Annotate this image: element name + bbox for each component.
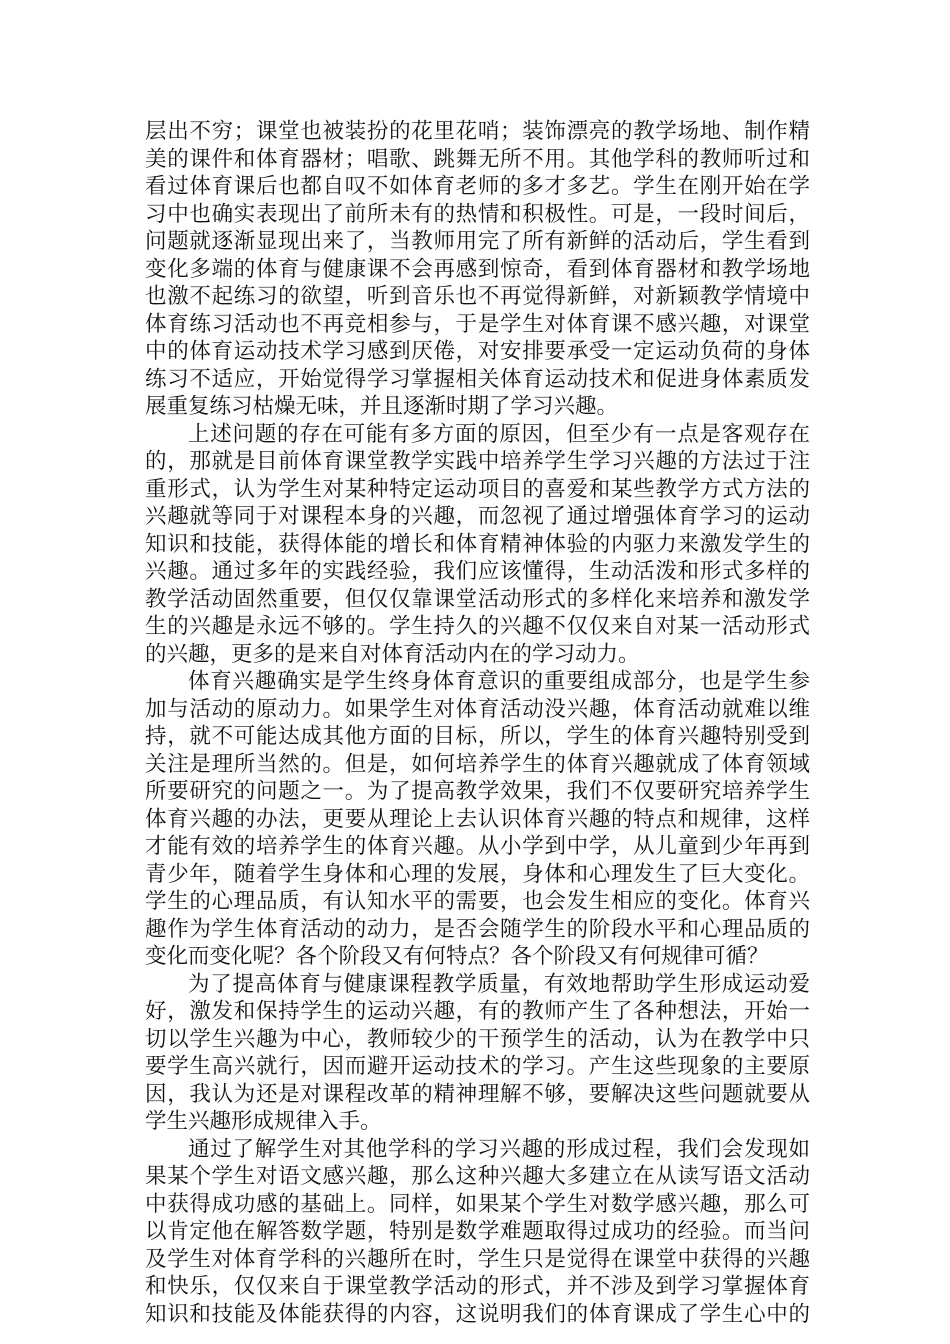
text-line: 加与活动的原动力。如果学生对体育活动没兴趣，体育活动就难以维 bbox=[145, 696, 810, 722]
text-line: 问题就逐渐显现出来了，当教师用完了所有新鲜的活动后，学生看到 bbox=[145, 229, 810, 254]
text-line: 生的兴趣是永远不够的。学生持久的兴趣不仅仅来自对某一活动形式 bbox=[145, 614, 810, 639]
text-line: 展重复练习枯燥无味，并且逐渐时期了学习兴趣。 bbox=[145, 394, 619, 419]
text-line: 的兴趣，更多的是来自对体育活动内在的学习动力。 bbox=[145, 641, 640, 667]
text-line: 中的体育运动技术学习感到厌倦，对安排要承受一定运动负荷的身体 bbox=[145, 339, 810, 364]
text-line: 学生兴趣形成规律入手。 bbox=[145, 1109, 382, 1134]
paragraph-first-line: 体育兴趣确实是学生终身体育意识的重要组成部分，也是学生参 bbox=[188, 669, 810, 694]
text-line: 青少年，随着学生身体和心理的发展，身体和心理发生了巨大变化。 bbox=[145, 861, 810, 887]
text-line: 练习不适应，开始觉得学习掌握相关体育运动技术和促进身体素质发 bbox=[145, 366, 810, 392]
text-line: 关注是理所当然的。但是，如何培养学生的体育兴趣就成了体育领域 bbox=[145, 751, 810, 777]
document-page bbox=[145, 118, 810, 1328]
text-line: 持，就不可能达成其他方面的目标，所以，学生的体育兴趣特别受到 bbox=[145, 724, 810, 749]
text-line: 好，激发和保持学生的运动兴趣，有的教师产生了各种想法，开始一 bbox=[145, 999, 810, 1024]
text-line: 及学生对体育学科的兴趣所在时，学生只是觉得在课堂中获得的兴趣 bbox=[145, 1246, 810, 1272]
text-line: 兴趣。通过多年的实践经验，我们应该懂得，生动活泼和形式多样的 bbox=[145, 559, 810, 584]
text-line: 才能有效的培养学生的体育兴趣。从小学到中学，从儿童到少年再到 bbox=[145, 834, 810, 859]
text-line: 体育兴趣的办法，更要从理论上去认识体育兴趣的特点和规律，这样 bbox=[145, 806, 810, 832]
text-line: 知识和技能，获得体能的增长和体育精神体验的内驱力来激发学生的 bbox=[145, 531, 810, 557]
text-line: 习中也确实表现出了前所未有的热情和积极性。可是，一段时间后， bbox=[145, 201, 810, 227]
text-line: 教学活动固然重要，但仅仅靠课堂活动形式的多样化来培养和激发学 bbox=[145, 586, 810, 612]
text-line: 的，那就是目前体育课堂教学实践中培养学生学习兴趣的方法过于注 bbox=[145, 449, 810, 474]
text-line: 变化多端的体育与健康课不会再感到惊奇，看到体育器材和教学场地 bbox=[145, 256, 810, 282]
text-line: 变化而变化呢？各个阶段又有何特点？各个阶段又有何规律可循？ bbox=[145, 944, 769, 969]
text-line: 趣作为学生体育活动的动力，是否会随学生的阶段水平和心理品质的 bbox=[145, 916, 810, 942]
text-line: 中获得成功感的基础上。同样，如果某个学生对数学感兴趣，那么可 bbox=[145, 1191, 810, 1217]
text-line: 层出不穷；课堂也被装扮的花里花哨；装饰漂亮的教学场地、制作精 bbox=[145, 119, 810, 144]
text-line: 体育练习活动也不再竞相参与，于是学生对体育课不感兴趣，对课堂 bbox=[145, 311, 810, 337]
text-line: 学生的心理品质，有认知水平的需要，也会发生相应的变化。体育兴 bbox=[145, 889, 810, 914]
text-line: 看过体育课后也都自叹不如体育老师的多才多艺。学生在刚开始在学 bbox=[145, 174, 810, 199]
text-line: 所要研究的问题之一。为了提高教学效果，我们不仅要研究培养学生 bbox=[145, 779, 810, 804]
text-line: 和快乐，仅仅来自于课堂教学活动的形式，并不涉及到学习掌握体育 bbox=[145, 1274, 810, 1299]
text-line: 以肯定他在解答数学题，特别是数学难题取得过成功的经验。而当问 bbox=[145, 1219, 810, 1244]
text-line: 兴趣就等同于对课程本身的兴趣，而忽视了通过增强体育学习的运动 bbox=[145, 504, 810, 529]
paragraph-first-line: 为了提高体育与健康课程教学质量，有效地帮助学生形成运动爱 bbox=[188, 971, 810, 997]
text-line: 也激不起练习的欲望，听到音乐也不再觉得新鲜，对新颖教学情境中 bbox=[145, 284, 810, 309]
text-line: 重形式，认为学生对某种特定运动项目的喜爱和某些教学方式方法的 bbox=[145, 476, 810, 502]
paragraph-first-line: 上述问题的存在可能有多方面的原因，但至少有一点是客观存在 bbox=[188, 421, 810, 447]
text-line: 切以学生兴趣为中心，教师较少的干预学生的活动，认为在教学中只 bbox=[145, 1026, 810, 1052]
text-line: 美的课件和体育器材；唱歌、跳舞无所不用。其他学科的教师听过和 bbox=[145, 146, 810, 172]
text-line: 果某个学生对语文感兴趣，那么这种兴趣大多建立在从读写语文活动 bbox=[145, 1164, 810, 1189]
text-line: 要学生高兴就行，因而避开运动技术的学习。产生这些现象的主要原 bbox=[145, 1054, 810, 1079]
text-line: 因，我认为还是对课程改革的精神理解不够，要解决这些问题就要从 bbox=[145, 1081, 810, 1107]
text-line: 知识和技能及体能获得的内容，这说明我们的体育课成了学生心中的 bbox=[145, 1301, 810, 1327]
paragraph-first-line: 通过了解学生对其他学科的学习兴趣的形成过程，我们会发现如 bbox=[188, 1136, 810, 1162]
